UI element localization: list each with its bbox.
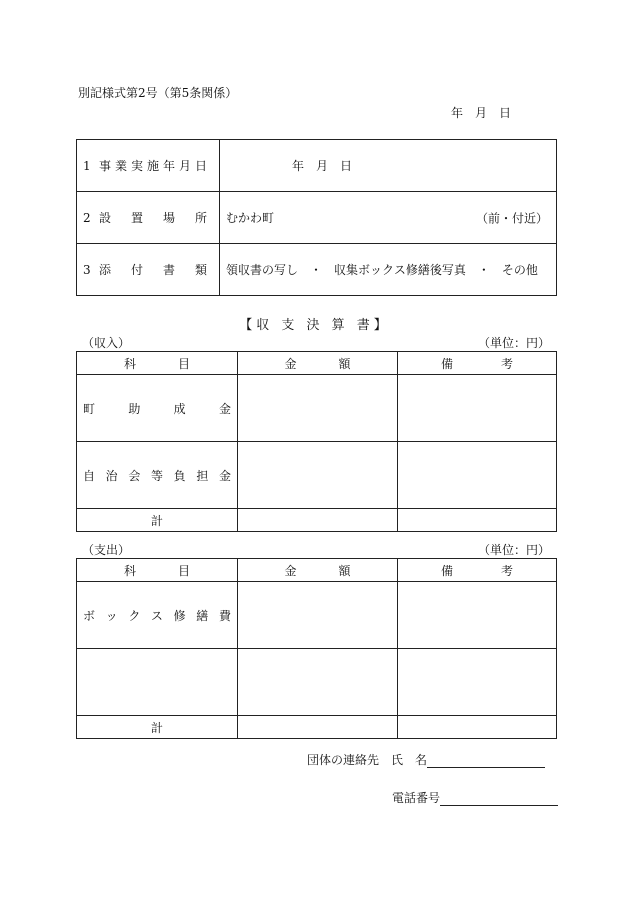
header-remarks: 備考 <box>398 352 557 375</box>
name-label: 氏 名 <box>391 753 428 767</box>
project-info-table <box>76 139 557 296</box>
location-field[interactable]: むかわ町 （前・付近） <box>220 192 557 244</box>
attachments-field: 領収書の写し ・ 収集ボックス修繕後写真 ・ その他 <box>220 244 557 296</box>
header-item: 科目 <box>77 352 238 375</box>
header-item: 科目 <box>77 559 238 582</box>
total-remarks-cell[interactable] <box>398 509 557 532</box>
section-title: 【収 支 決 算 書】 <box>239 318 391 333</box>
total-label: 計 <box>77 509 238 532</box>
table-row <box>77 582 557 649</box>
remarks-cell[interactable] <box>398 649 557 716</box>
info-row-attachments <box>77 244 557 296</box>
contact-block <box>307 751 545 768</box>
row-item: 自治会等負担金 <box>77 442 238 509</box>
amount-cell[interactable] <box>238 442 398 509</box>
info-label: 1 事業実施年月日 <box>77 140 220 192</box>
total-remarks-cell[interactable] <box>398 716 557 739</box>
remarks-cell[interactable] <box>398 375 557 442</box>
row-item <box>77 649 238 716</box>
org-contact-label: 団体の連絡先 <box>307 753 380 767</box>
info-row-date <box>77 140 557 192</box>
expense-caption: （支出） <box>82 543 131 557</box>
income-table <box>76 351 557 532</box>
total-row <box>77 509 557 532</box>
header-amount: 金額 <box>238 559 398 582</box>
header-amount: 金額 <box>238 352 398 375</box>
name-field[interactable] <box>427 753 545 768</box>
total-row <box>77 716 557 739</box>
phone-field[interactable] <box>440 791 558 806</box>
row-item: 町助成金 <box>77 375 238 442</box>
form-reference: 別記様式第2号（第5条関係） <box>78 86 238 100</box>
expense-table <box>76 558 557 739</box>
total-amount-cell[interactable] <box>238 509 398 532</box>
implementation-date-field[interactable]: 年 月 日 <box>220 140 557 192</box>
amount-cell[interactable] <box>238 649 398 716</box>
info-row-location <box>77 192 557 244</box>
amount-cell[interactable] <box>238 582 398 649</box>
income-unit: （単位：円） <box>477 336 550 350</box>
table-header-row <box>77 559 557 582</box>
expense-unit: （単位：円） <box>477 543 550 557</box>
total-amount-cell[interactable] <box>238 716 398 739</box>
total-label: 計 <box>77 716 238 739</box>
remarks-cell[interactable] <box>398 442 557 509</box>
phone-block <box>392 789 558 806</box>
table-row <box>77 649 557 716</box>
amount-cell[interactable] <box>238 375 398 442</box>
info-label: 3 添付書類 <box>77 244 220 296</box>
income-caption: （収入） <box>82 336 131 350</box>
header-remarks: 備考 <box>398 559 557 582</box>
info-label: 2 設置場所 <box>77 192 220 244</box>
remarks-cell[interactable] <box>398 582 557 649</box>
table-row <box>77 442 557 509</box>
table-header-row <box>77 352 557 375</box>
location-suffix: （前・付近） <box>475 211 548 225</box>
row-item: ボックス修繕費 <box>77 582 238 649</box>
phone-label: 電話番号 <box>392 791 441 805</box>
document-date: 年 月 日 <box>451 106 512 120</box>
table-row <box>77 375 557 442</box>
